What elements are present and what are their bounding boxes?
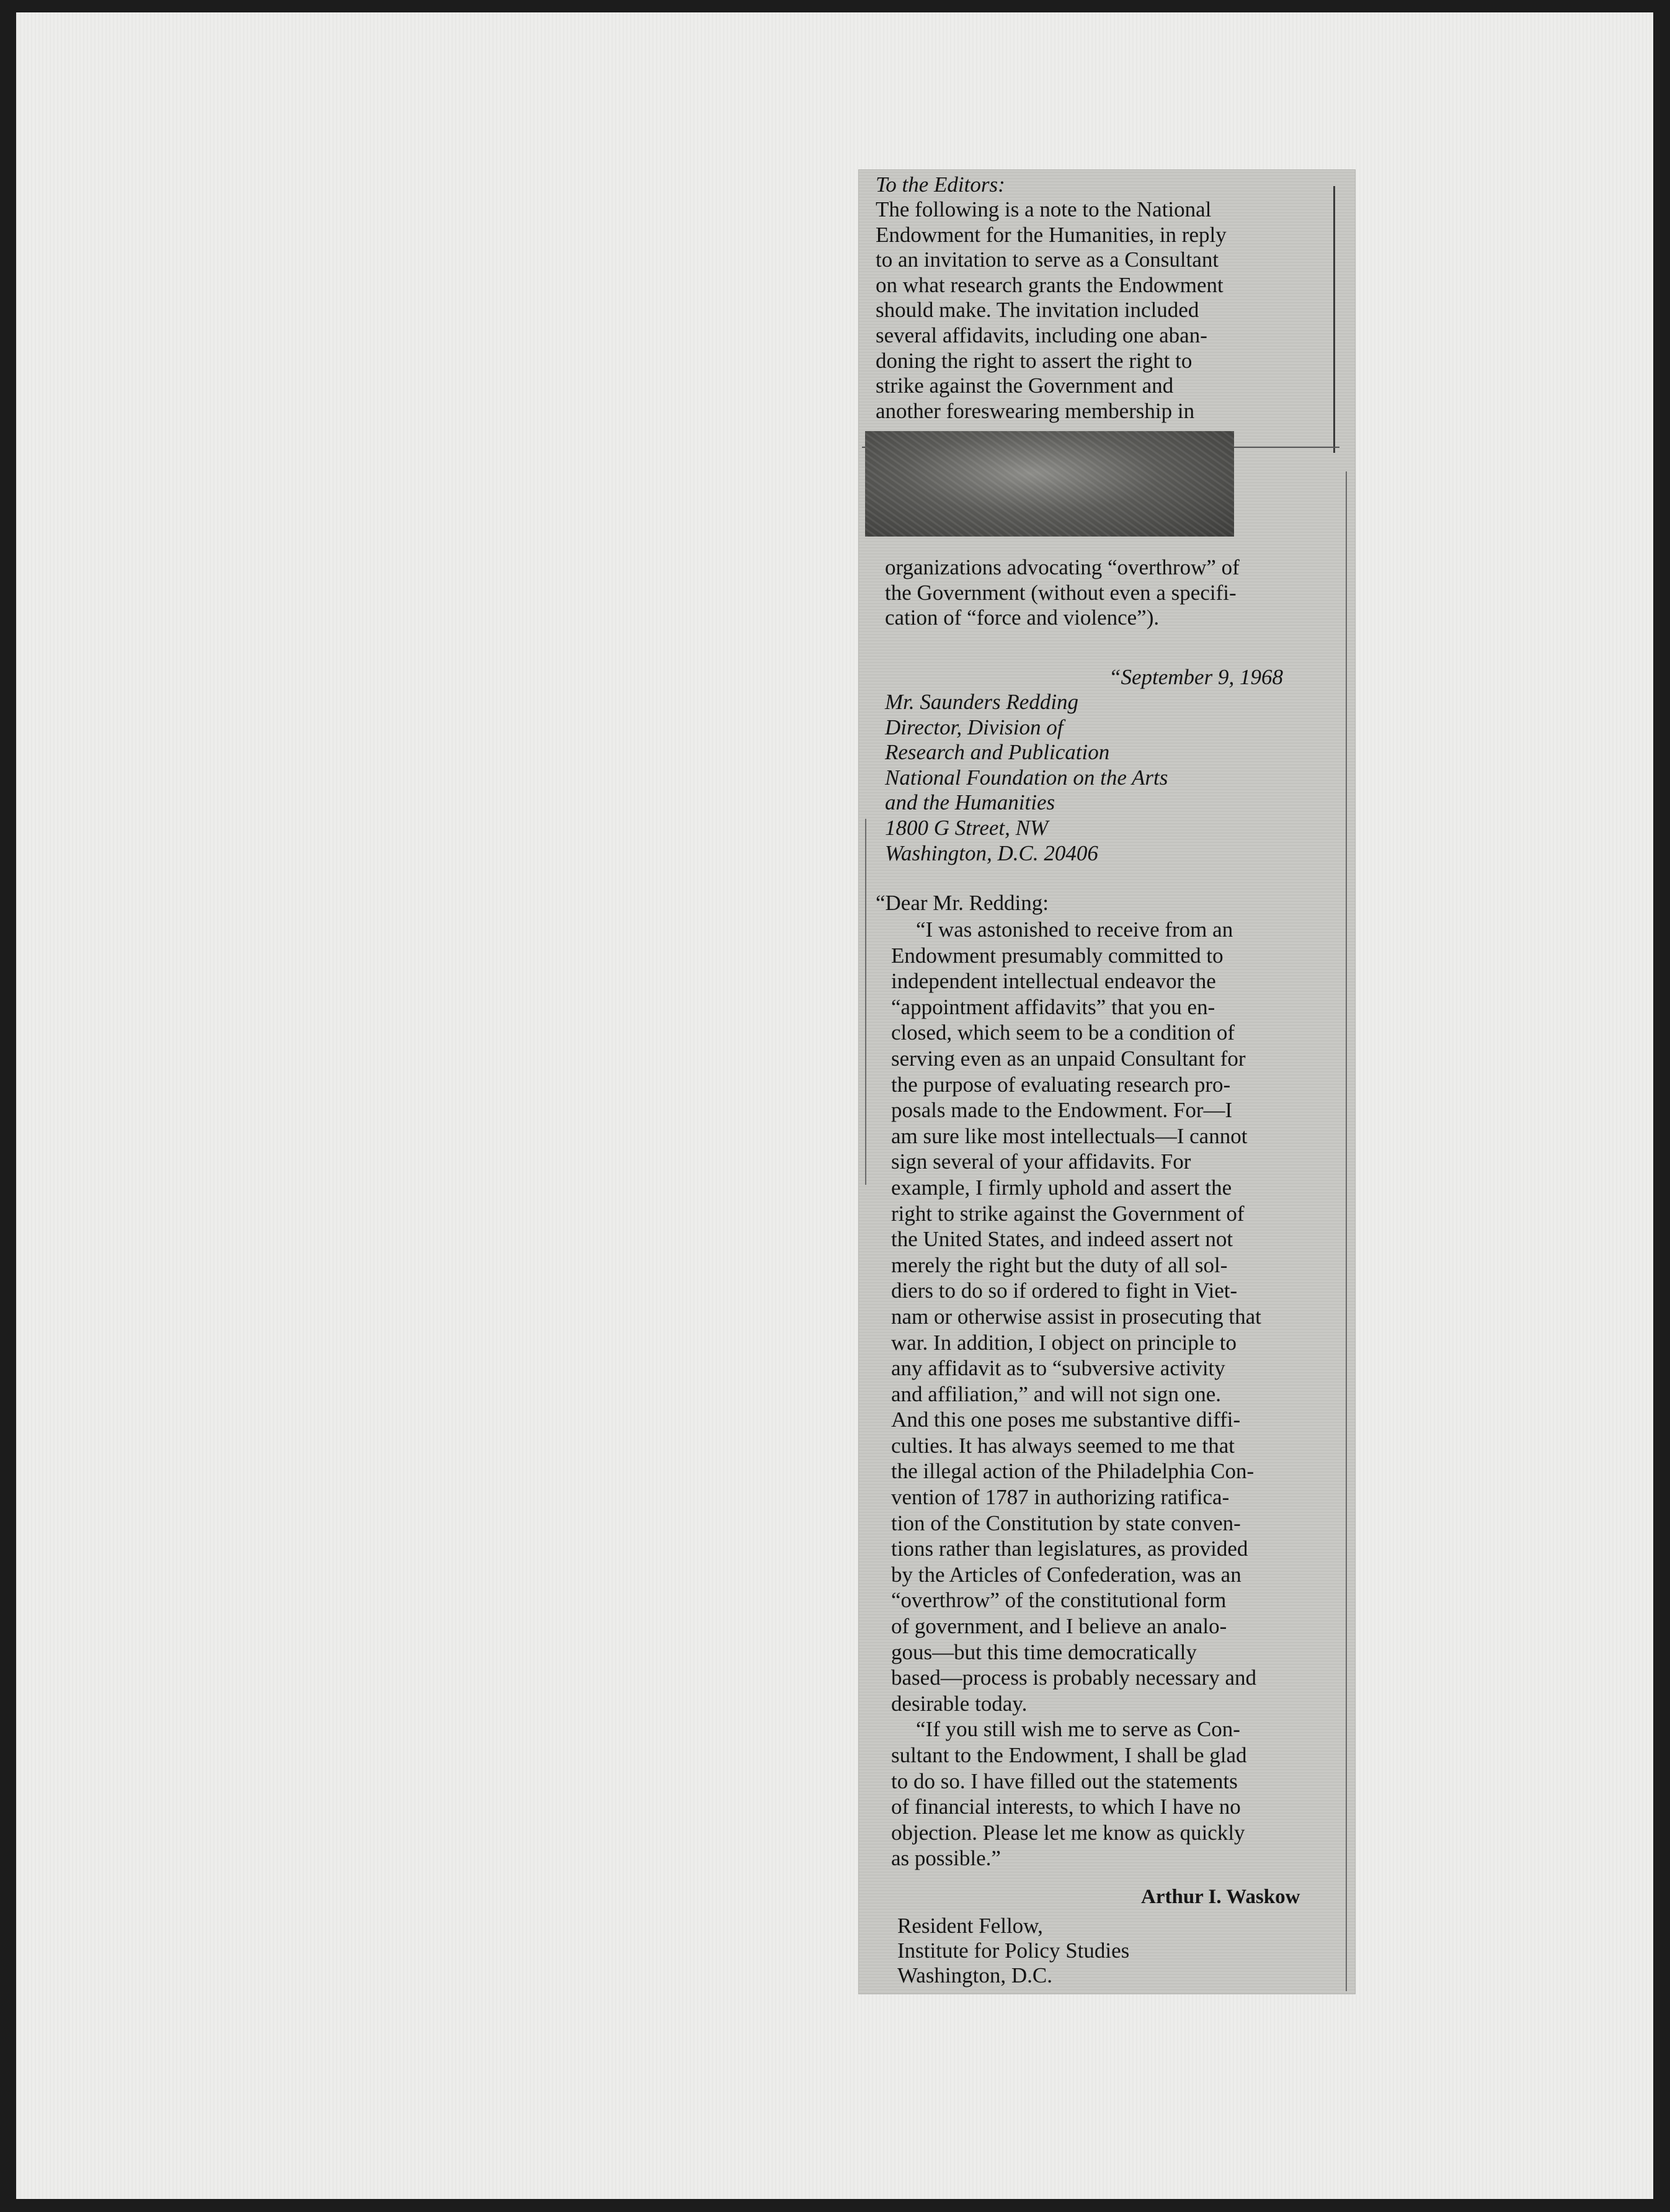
letter-line: to do so. I have filled out the statements bbox=[891, 1768, 1238, 1793]
paper-sheet bbox=[16, 12, 1653, 2199]
letter-line: “I was astonished to receive from an bbox=[916, 917, 1233, 942]
intro-line: The following is a note to the National bbox=[876, 197, 1212, 221]
address-line: and the Humanities bbox=[885, 790, 1055, 815]
salutation-editors: To the Editors: bbox=[876, 172, 1005, 197]
address-line: Research and Publication bbox=[885, 740, 1110, 765]
column-rule-left bbox=[865, 819, 866, 1185]
letter-line: closed, which seem to be a condition of bbox=[891, 1020, 1235, 1045]
affiliation-line: Washington, D.C. bbox=[897, 1963, 1052, 1987]
intro-line: cation of “force and violence”). bbox=[885, 605, 1160, 630]
letter-line: sultant to the Endowment, I shall be glad bbox=[891, 1743, 1247, 1767]
intro-line: should make. The invitation included bbox=[876, 298, 1199, 323]
letter-line: example, I firmly uphold and assert the bbox=[891, 1175, 1232, 1200]
affiliation-line: Resident Fellow, bbox=[897, 1914, 1043, 1938]
address-line: National Foundation on the Arts bbox=[885, 765, 1168, 790]
letter-line: “appointment affidavits” that you en- bbox=[891, 994, 1215, 1019]
intro-line: Endowment for the Humanities, in reply bbox=[876, 222, 1227, 247]
letter-line: independent intellectual endeavor the bbox=[891, 969, 1216, 994]
letter-line: Endowment presumably committed to bbox=[891, 943, 1224, 968]
letter-date: “September 9, 1968 bbox=[1109, 665, 1283, 689]
affiliation-line: Institute for Policy Studies bbox=[897, 1938, 1130, 1963]
letter-line: the illegal action of the Philadelphia Con- bbox=[891, 1459, 1255, 1484]
column-rule-right-bottom bbox=[1346, 471, 1347, 1991]
letter-line: tions rather than legislatures, as provided bbox=[891, 1536, 1248, 1561]
letter-line: any affidavit as to “subversive activity bbox=[891, 1356, 1225, 1381]
halftone-photo bbox=[865, 431, 1234, 537]
letter-line: serving even as an unpaid Consultant for bbox=[891, 1046, 1246, 1071]
intro-line: strike against the Government and bbox=[876, 373, 1174, 398]
signature: Arthur I. Waskow bbox=[1141, 1886, 1300, 1908]
letter-line: diers to do so if ordered to fight in Viet- bbox=[891, 1278, 1238, 1303]
address-line: Washington, D.C. 20406 bbox=[885, 841, 1098, 865]
intro-line: organizations advocating “overthrow” of bbox=[885, 555, 1240, 579]
letter-line: the purpose of evaluating research pro- bbox=[891, 1072, 1231, 1097]
letter-line: right to strike against the Government of bbox=[891, 1201, 1245, 1226]
letter-line: gous—but this time democratically bbox=[891, 1639, 1197, 1664]
letter-line: tion of the Constitution by state conven- bbox=[891, 1510, 1241, 1535]
letter-line: based—process is probably necessary and bbox=[891, 1666, 1256, 1690]
letter-line: merely the right but the duty of all sol- bbox=[891, 1252, 1228, 1277]
intro-line: another foreswearing membership in bbox=[876, 398, 1195, 423]
letter-line: “If you still wish me to serve as Con- bbox=[916, 1717, 1240, 1742]
letter-line: and affiliation,” and will not sign one. bbox=[891, 1381, 1222, 1406]
letter-body bbox=[891, 917, 1261, 1871]
intro-line: several affidavits, including one aban- bbox=[876, 323, 1207, 347]
letter-line: by the Articles of Confederation, was an bbox=[891, 1562, 1241, 1587]
address-line: Mr. Saunders Redding bbox=[885, 690, 1079, 714]
letter-line: objection. Please let me know as quickly bbox=[891, 1820, 1245, 1845]
intro-paragraph bbox=[876, 197, 1227, 424]
address-line: Director, Division of bbox=[885, 715, 1064, 739]
letter-line: desirable today. bbox=[891, 1691, 1028, 1716]
letter-line: the United States, and indeed assert not bbox=[891, 1227, 1233, 1252]
address-line: 1800 G Street, NW bbox=[885, 815, 1049, 840]
intro-line: the Government (without even a specifi- bbox=[885, 580, 1237, 605]
letter-line: vention of 1787 in authorizing ratifica- bbox=[891, 1485, 1230, 1510]
letter-line: sign several of your affidavits. For bbox=[891, 1149, 1191, 1174]
intro-line: to an invitation to serve as a Consultant bbox=[876, 248, 1219, 272]
intro-line: on what research grants the Endowment bbox=[876, 272, 1224, 297]
letter-line: war. In addition, I object on principle to bbox=[891, 1330, 1237, 1355]
intro-continuation bbox=[885, 555, 1240, 631]
letter-line: posals made to the Endowment. For—I bbox=[891, 1098, 1233, 1123]
letter-line: And this one poses me substantive diffi- bbox=[891, 1407, 1241, 1432]
letter-line: am sure like most intellectuals—I cannot bbox=[891, 1123, 1248, 1148]
letter-line: of government, and I believe an analo- bbox=[891, 1614, 1227, 1639]
column-rule-right-top bbox=[1333, 186, 1335, 453]
letter-line: culties. It has always seemed to me that bbox=[891, 1433, 1235, 1458]
letter-line: “overthrow” of the constitutional form bbox=[891, 1588, 1227, 1613]
address-block bbox=[885, 690, 1168, 866]
letter-line: nam or otherwise assist in prosecuting that bbox=[891, 1304, 1261, 1329]
letter-greeting: “Dear Mr. Redding: bbox=[876, 891, 1049, 915]
letter-line: of financial interests, to which I have no bbox=[891, 1795, 1241, 1819]
letter-line: as possible.” bbox=[891, 1846, 1001, 1871]
affiliation-block bbox=[897, 1914, 1129, 1988]
intro-line: doning the right to assert the right to bbox=[876, 348, 1193, 373]
